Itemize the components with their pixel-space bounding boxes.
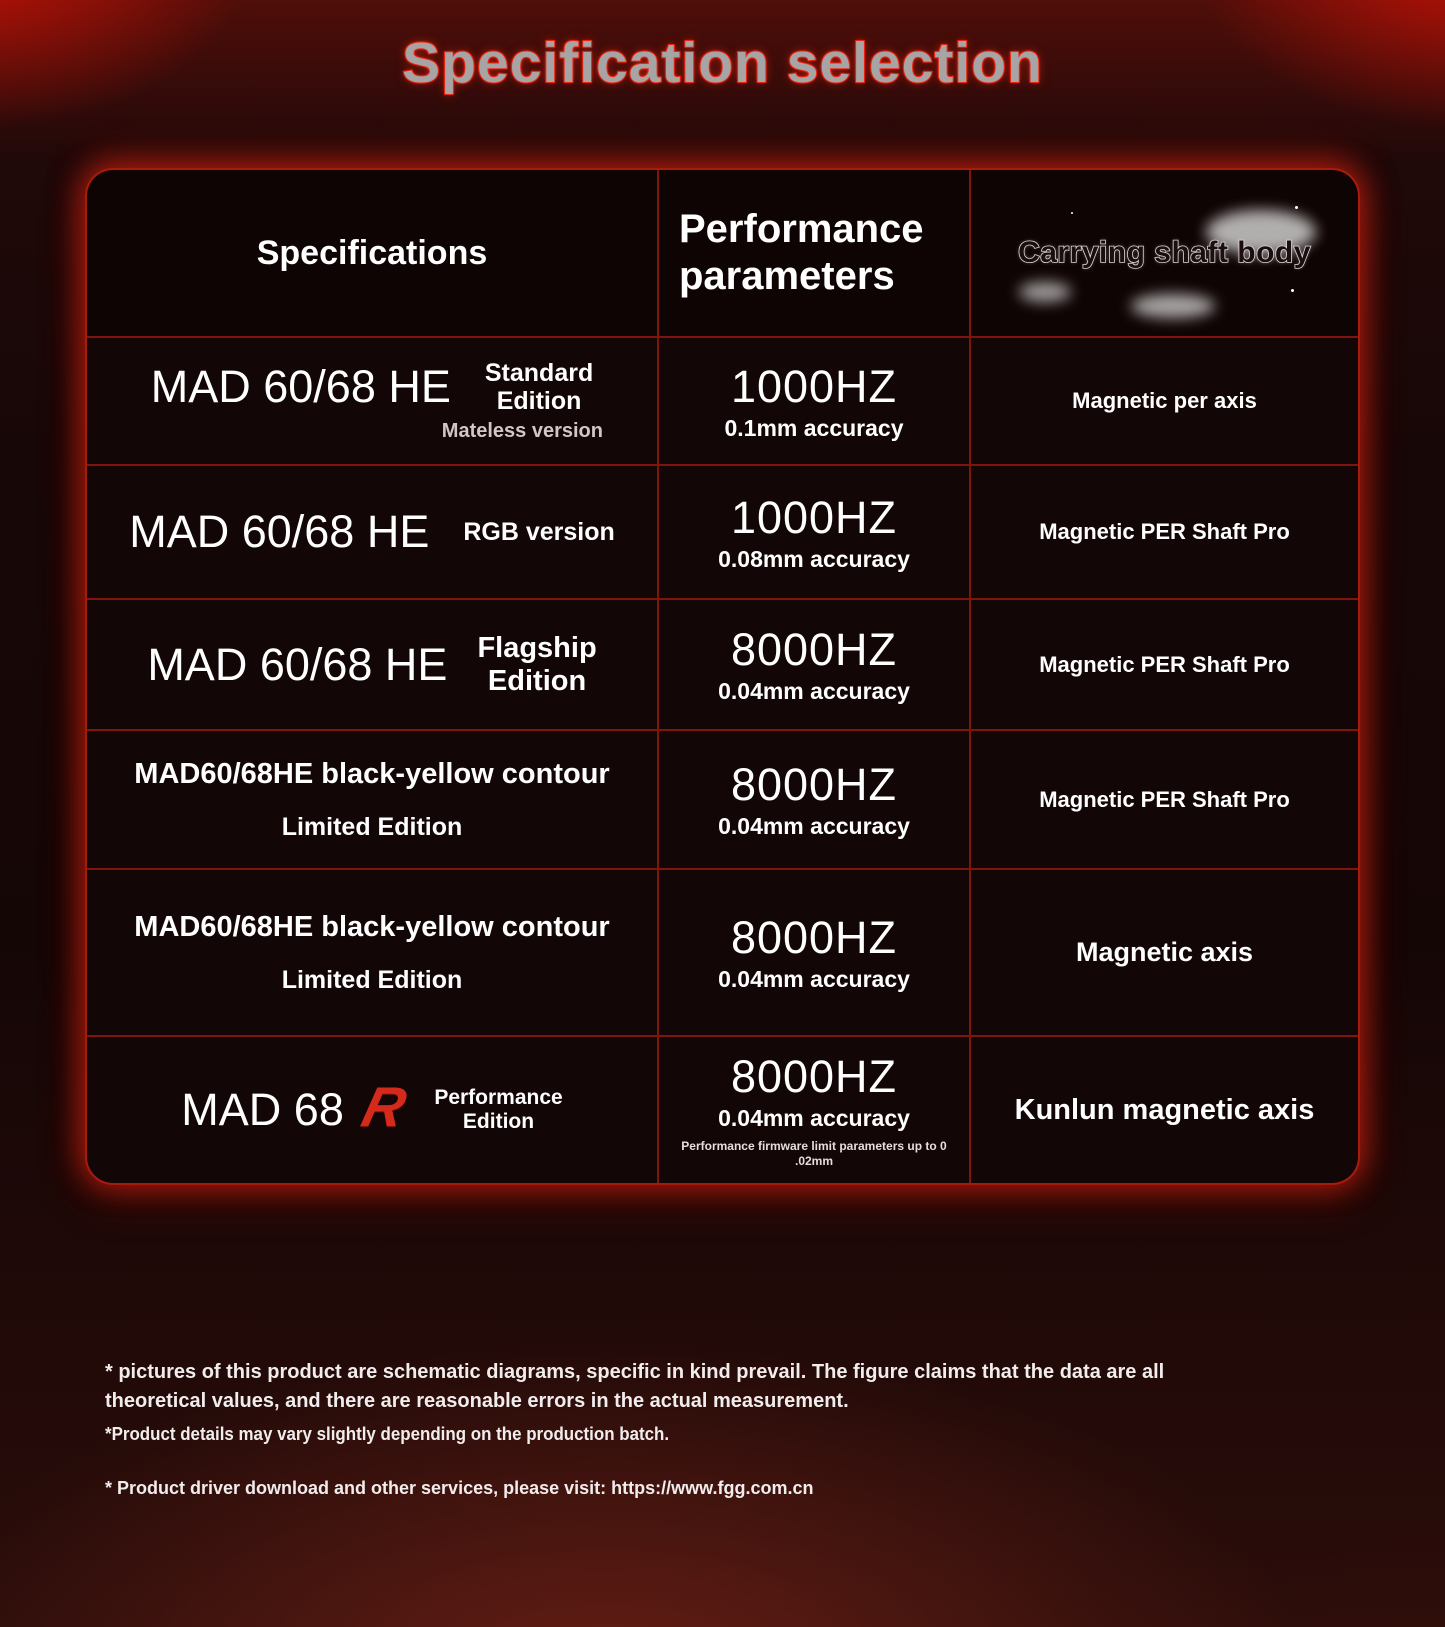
row5-polling-rate: 8000HZ [730,912,898,963]
row1-model-line [151,359,593,415]
header-performance [659,170,969,336]
row2-accuracy: 0.08mm accuracy [718,545,910,572]
row4-spec-cell [87,731,657,868]
row4-title-line2: Limited Edition [281,812,463,841]
row5-title-line1: MAD60/68HE black-yellow contour [134,910,610,943]
row5-shaft-cell [971,870,1358,1035]
row5-spec-cell [87,870,657,1035]
row2-shaft-value: Magnetic PER Shaft Pro [1039,519,1290,544]
header-performance-label: Performance parameters [679,207,924,298]
row6-shaft-cell [971,1037,1358,1183]
header-specifications-label: Specifications [256,233,488,272]
row6-firmware-note [681,1139,946,1169]
smoke-effect [1131,294,1215,318]
row1-shaft-value: Magnetic per axis [1072,388,1257,413]
row3-spec-cell [87,600,657,729]
row1-accuracy: 0.1mm accuracy [724,414,904,441]
row2-model-name: MAD 60/68 HE [129,506,430,557]
row6-firmware-note-line2: .02mm [794,1154,834,1168]
header-carrying-shaft-label: Carrying shaft body [1018,236,1311,269]
row1-model-name: MAD 60/68 HE [150,361,451,412]
row1-shaft-cell [971,338,1358,464]
header-specifications [87,170,657,336]
row5-performance-cell [659,870,969,1035]
row3-shaft-cell [971,600,1358,729]
row6-spec-cell [87,1037,657,1183]
row5-shaft-value: Magnetic axis [1075,937,1254,967]
row6-accuracy: 0.04mm accuracy [718,1105,910,1131]
row2-shaft-cell [971,466,1358,598]
row3-performance-cell [659,600,969,729]
row5-accuracy: 0.04mm accuracy [718,966,910,992]
row1-edition-line2: Edition [496,387,582,415]
row6-edition-line1: Performance [434,1086,563,1110]
header-carrying-shaft [971,170,1358,336]
row1-polling-rate: 1000HZ [730,360,898,412]
smoke-effect [1019,282,1071,302]
row4-performance-cell [659,731,969,868]
row3-accuracy: 0.04mm accuracy [718,678,910,704]
row3-polling-rate: 8000HZ [730,624,898,675]
r-performance-logo: R [356,1074,413,1138]
row4-title-line1: MAD60/68HE black-yellow contour [134,757,610,790]
row6-edition [434,1086,562,1133]
footnote-production-batch: *Product details may vary slightly depending on the production batch. [105,1424,670,1444]
spec-table [85,168,1360,1185]
row1-spec-cell [87,338,657,464]
row4-polling-rate: 8000HZ [730,759,898,810]
row4-shaft-cell [971,731,1358,868]
star-dot [1295,206,1298,209]
row5-title [134,911,609,995]
row6-model-name: MAD 68 [181,1083,344,1135]
row4-shaft-value: Magnetic PER Shaft Pro [1039,786,1290,812]
row6-polling-rate: 8000HZ [730,1051,898,1102]
row2-spec-cell [87,466,657,598]
row4-accuracy: 0.04mm accuracy [718,813,910,839]
row1-edition-line1: Standard [484,359,594,387]
row3-edition-line2: Edition [487,664,587,697]
row2-polling-rate: 1000HZ [730,491,898,543]
row5-title-line2: Limited Edition [281,965,463,994]
row1-sub-edition: Mateless version [441,420,603,442]
row2-model-line [129,506,615,558]
row1-performance-cell [659,338,969,464]
row3-model-line [147,632,596,697]
row6-performance-cell [659,1037,969,1183]
star-dot [1291,289,1294,292]
row3-edition [477,632,596,697]
row3-shaft-value: Magnetic PER Shaft Pro [1039,651,1290,677]
footnote-driver-download: * Product driver download and other services, please visit: https://www.fgg.com.cn [105,1478,814,1498]
row2-edition: RGB version [463,517,615,546]
row6-firmware-note-line1: Performance firmware limit parameters up to 0 [681,1139,947,1153]
footnote-theoretical-values: * pictures of this product are schematic diagrams, specific in kind prevail. The figure claims that the data are all theoretical values, and there are reasonable errors in the actual measurement. [105,1361,1165,1412]
row6-edition-line2: Edition [462,1109,535,1133]
row6-model-line [181,1074,563,1138]
page-title: Specification selection [402,31,1043,95]
row6-shaft-value: Kunlun magnetic axis [1014,1093,1315,1126]
row4-title [134,758,609,842]
row3-edition-line1: Flagship [477,632,597,665]
row1-edition [485,359,593,415]
row3-model-name: MAD 60/68 HE [147,638,448,690]
star-dot [1071,212,1073,214]
row2-performance-cell [659,466,969,598]
